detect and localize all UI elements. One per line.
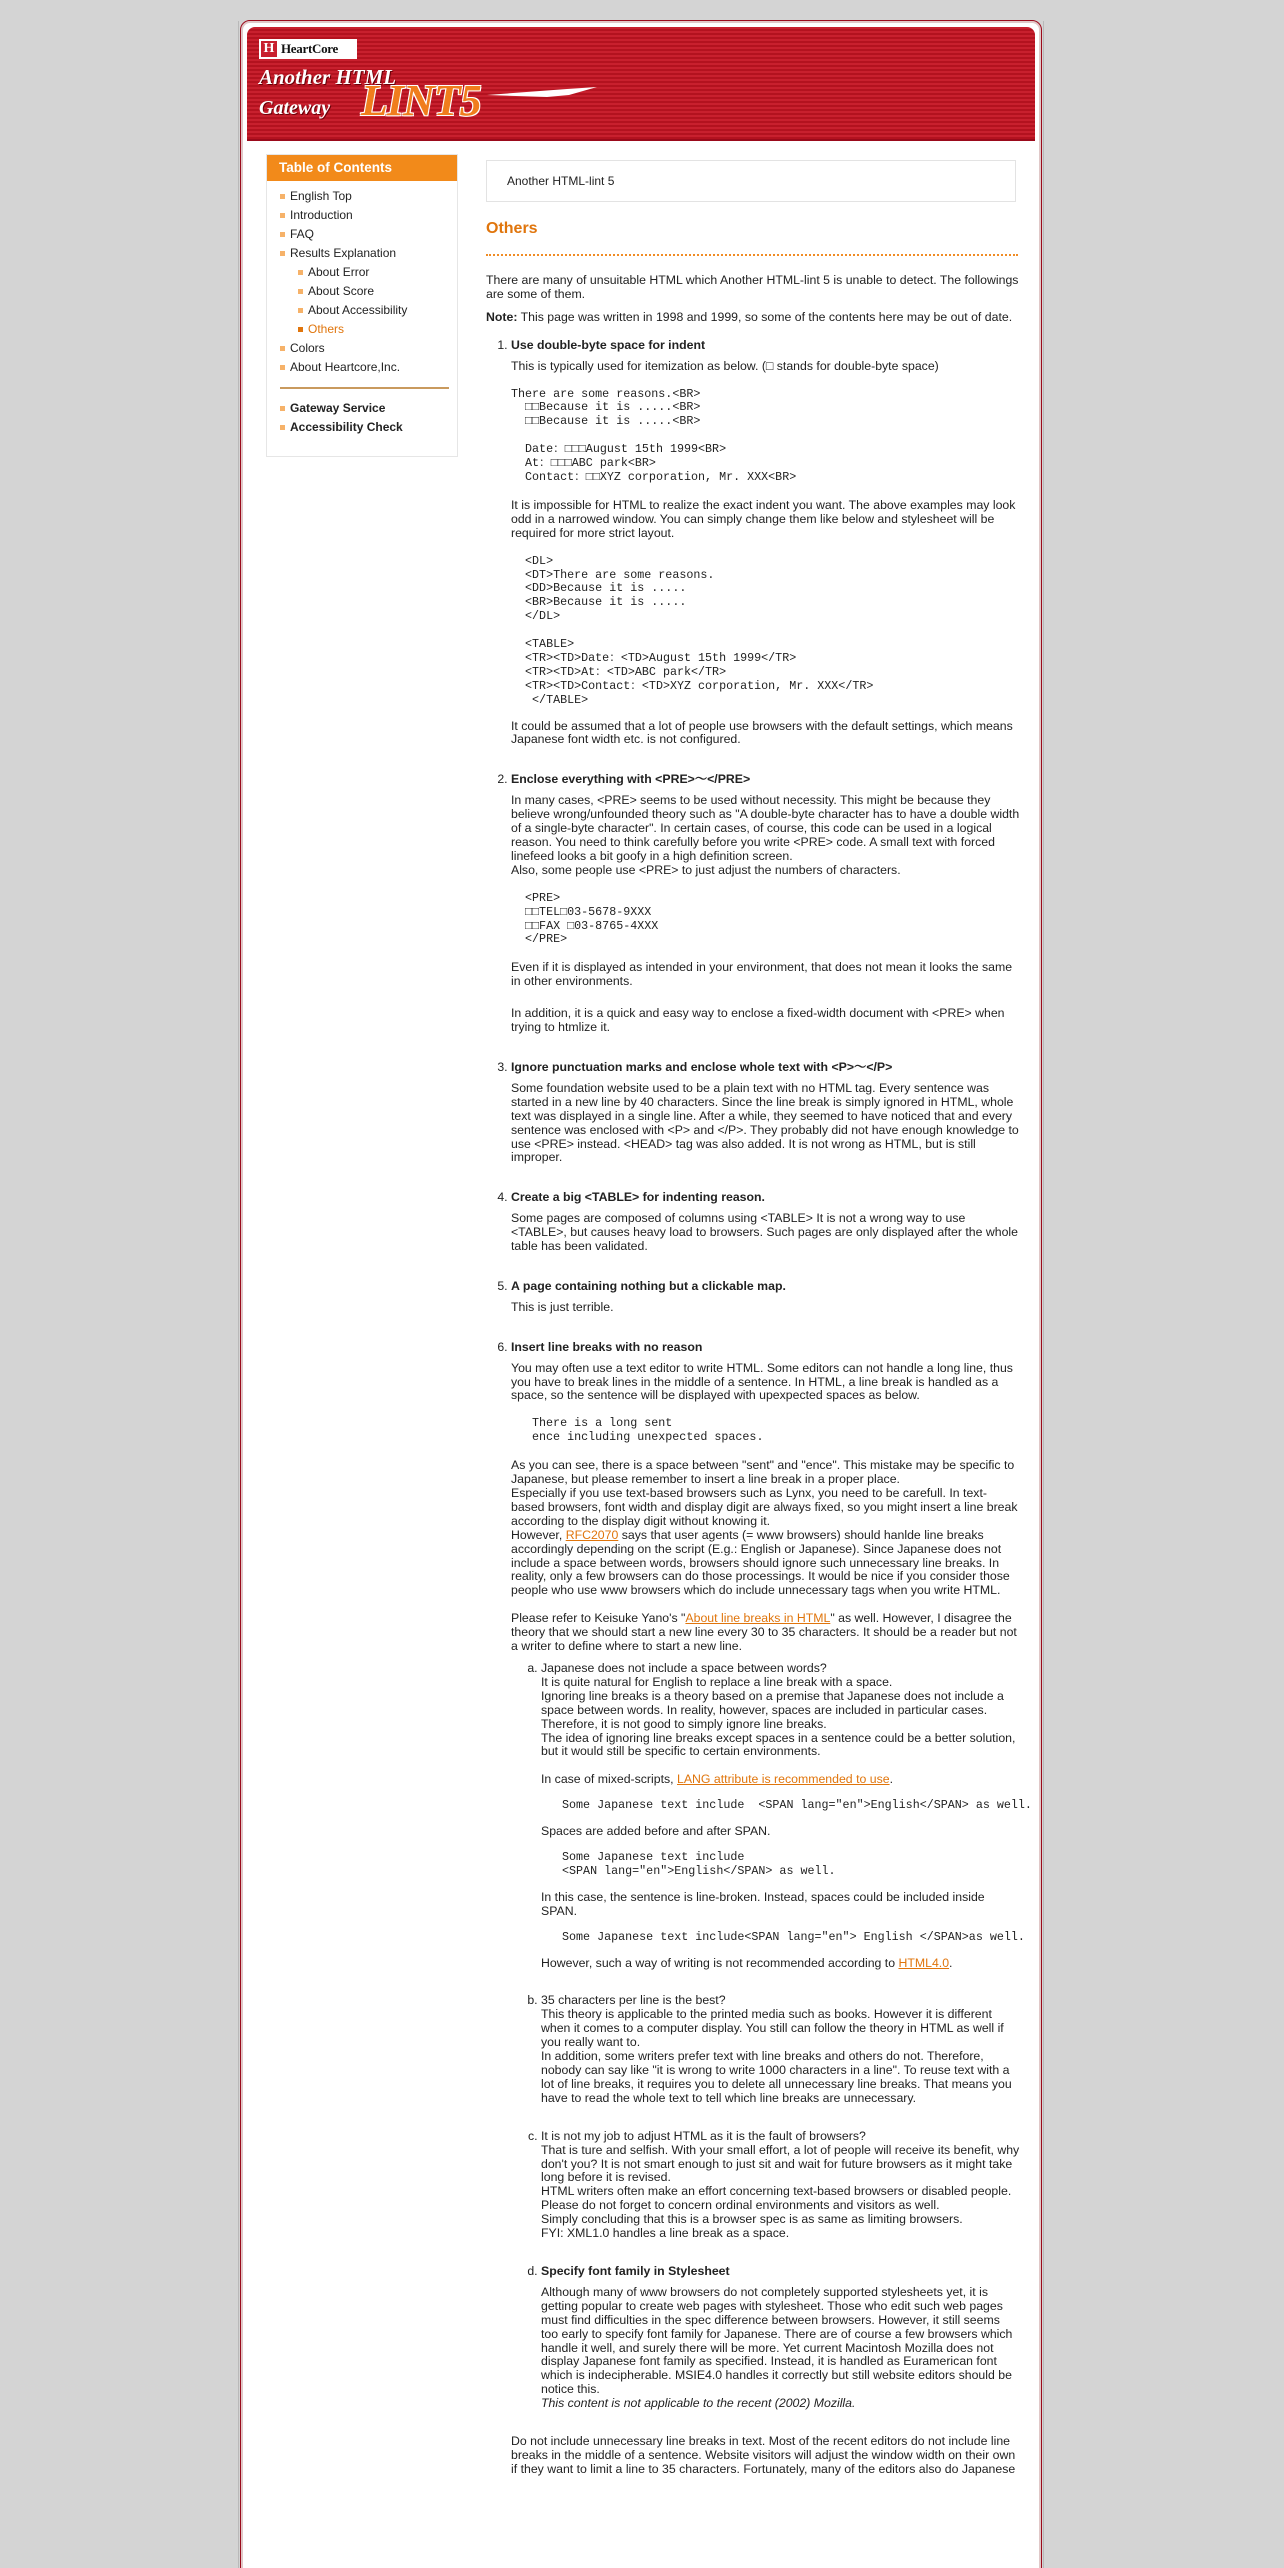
sub-item-text: In case of mixed-scripts, LANG attribute is recommended to use. [541, 1772, 893, 1787]
item-text: It could be assumed that a lot of people use browsers with the default settings, which means Japanese font width etc. is not configured. [511, 718, 1013, 747]
sub-item-text: Although many of www browsers do not completely supported stylesheets yet, it is getting popular to create web pages with stylesheet. Those who edit such web pages must find difficulties in the spec difference between browsers. However, it still seems too early to specify font family for Japanese. There are of course a few browsers which handle it well, and surely there will be more. Yet current Macintosh Mozilla does not display Japanese font family as specified. Instead, it is handled as Euramerican font which is indecipherable. MSIE4.0 handles it correctly but still website editors should be notice this. [541, 2284, 1013, 2397]
banner-title-line2: Gateway [259, 97, 331, 119]
html40-link[interactable]: HTML4.0 [898, 1955, 950, 1970]
item-text: Also, some people use <PRE> to just adjust the numbers of characters. [511, 862, 901, 877]
item-title: 6. Insert line breaks with no reason [511, 1339, 703, 1354]
sub-item-text: It is quite natural for English to replace a line break with a space. [541, 1674, 893, 1689]
sub-item-text: Spaces are added before and after SPAN. [541, 1824, 771, 1839]
note-label: Note: [486, 309, 518, 324]
item-text: Some pages are composed of columns using <TABLE> It is not a wrong way to use <TABLE>, but causes heavy load to browsers. Such pages are only displayed after the whole table has been validated. [511, 1211, 1018, 1254]
item-text: Some foundation website used to be a plain text with no HTML tag. Every sentence was started in a new line by 40 characters. Since the line break is simply ignored in HTML, whole text was displayed in a single line. After a while, they seemed to have noticed that and every sentence was enclosed with <P> and </P>. They probably did not have enough knowledge to use <PRE> instead. <HEAD> tag was also added. It is not wrong as HTML, but is still improper. [511, 1080, 1019, 1165]
toc-item-about-heartcore[interactable]: About Heartcore,Inc. [267, 358, 457, 377]
sub-item-text: Ignoring line breaks is a theory based on a premise that Japanese does not include a space between words. In reality, however, spaces are included in particular cases. Therefore, it is not good to simply ignore line breaks. [541, 1688, 1004, 1731]
sub-item-text: In this case, the sentence is line-broken. Instead, spaces could be included inside SPAN. [541, 1889, 985, 1918]
main-content [486, 273, 1032, 2477]
list-item [511, 1280, 1020, 1315]
rfc2070-link[interactable]: RFC2070 [565, 1527, 619, 1542]
item-text: You may often use a text editor to write HTML. Some editors can not handle a long line, thus you have to break lines in the middle of a sentence. In HTML, a line break is handled as a space, so the sentence will be displayed with upexpected spaces as below. [511, 1360, 1013, 1403]
toc-subitem-others[interactable]: Others [287, 320, 457, 339]
site-banner [247, 27, 1035, 139]
list-item [511, 339, 1020, 748]
banner-lint5-logo: LINT5 [361, 76, 481, 125]
item-text: Please refer to Keisuke Yano's "About line breaks in HTML" as well. However, I disagree the theory that we should start a new line every 30 to 35 characters. It should be a reader but not a writer to define where to start a new line. [511, 1611, 1017, 1654]
item-title: 1. Use double-byte space for indent [511, 337, 706, 352]
item-text: As you can see, there is a space between "sent" and "ence". This mistake may be specific to Japanese, but please remember to insert a line break in a proper place. [511, 1458, 1015, 1487]
toc-divider [280, 387, 449, 389]
banner-title-line1: Another HTML [259, 65, 397, 89]
code-example: There are some reasons.<BR> □□Because it is .....<BR> □□Because it is .....<BR> Date：□□□August 15th 1999<BR> At：□□□ABC park<BR> Contact：□□XYZ corporation, Mr. XXX<BR> [511, 386, 797, 484]
item-title: 3. Ignore punctuation marks and enclose whole text with <P>～</P> [511, 1059, 893, 1074]
item-text: In addition, it is a quick and easy way to enclose a fixed-width document with <PRE> when trying to htmlize it. [511, 1006, 1005, 1035]
list-item [511, 1191, 1020, 1254]
sub-item-text: HTML writers often make an effort concerning text-based browsers or disabled people. Please do not forget to concern ordinal environments and visitors as well. [541, 2184, 1012, 2213]
code-example: <PRE> □□TEL□03-5678-9XXX □□FAX □03-8765-4XXX </PRE> [525, 890, 659, 947]
sub-list-item [541, 1994, 1020, 2105]
breadcrumb: Another HTML-lint 5 [486, 160, 1016, 202]
sub-item-title: a. Japanese does not include a space between words? [541, 1660, 827, 1675]
line-breaks-article-link[interactable]: About line breaks in HTML [685, 1611, 831, 1626]
code-example: There is a long sent ence including unexpected spaces. [532, 1416, 764, 1445]
sub-list-item [541, 2265, 1020, 2411]
sub-item-text: The idea of ignoring line breaks except spaces in a sentence could be a better solution, but it would still be specific to certain environments. [541, 1730, 1016, 1759]
toc-item-faq[interactable]: FAQ [267, 225, 457, 244]
toc-item-gateway-service[interactable]: Gateway Service [267, 399, 457, 418]
table-of-contents [266, 154, 458, 457]
others-list [486, 337, 1032, 2477]
sub-item-text: In addition, some writers prefer text with line breaks and others do not. Therefore, nobody can say like "it is wrong to write 1000 characters in a line". To reuse text with a lot of line breaks, it requires you to delete all unnecessary line breaks. That means you have to read the whole text to tell which line breaks are unnecessary. [541, 2049, 1012, 2105]
toc-item-accessibility-check[interactable]: Accessibility Check [267, 418, 457, 437]
code-example: <DL> <DT>There are some reasons. <DD>Because it is ..... <BR>Because it is ..... </DL> <TABLE> <TR><TD>Date：<TD>August 15th 1999</TR> <TR><TD>At：<TD>ABC park</TR> <TR><TD>Contact：<TD>XYZ corporation, Mr. XXX</TR> </TABLE> [525, 553, 874, 707]
sub-item-text: However, such a way of writing is not recommended according to HTML4.0. [541, 1955, 953, 1970]
sub-item-title: b. 35 characters per line is the best? [541, 1993, 726, 2008]
title-divider [486, 254, 1018, 256]
item-text: It is impossible for HTML to realize the exact indent you want. The above examples may look odd in a narrowed window. You can simply change them like below and stylesheet will be required for more strict layout. [511, 497, 1016, 540]
list-item [511, 773, 1020, 1035]
intro-text: There are many of unsuitable HTML which Another HTML-lint 5 is unable to detect. The followings are some of them. [486, 273, 1019, 301]
item-title: 2. Enclose everything with <PRE>～</PRE> [511, 772, 751, 787]
item-text: This is typically used for itemization as below. (□ stands for double-byte space) [511, 358, 939, 373]
sub-item-text: That is ture and selfish. With your small effort, a lot of people will receive its benefit, why don't you? It is not smart enough to just sit and wait for future browsers as it might take long before it is revised. [541, 2142, 1020, 2185]
toc-item-english-top[interactable]: English Top [267, 187, 457, 206]
list-item [511, 1061, 1020, 1165]
item-text: Even if it is displayed as intended in your environment, that does not mean it looks the same in other environments. [511, 960, 1013, 989]
page-title: Others [486, 220, 538, 237]
item-text: Do not include unnecessary line breaks in text. Most of the recent editors do not include line breaks in the middle of a sentence. Website visitors will adjust the window width on their own if they want to limit a line to 35 characters. Fortunately, many of the editors also do Japanese [511, 2434, 1016, 2476]
code-example: Some Japanese text include <SPAN lang="en">English</SPAN> as well. [562, 1850, 836, 1878]
item-title: 5. A page containing nothing but a clickable map. [511, 1278, 786, 1293]
toc-subitem-about-error[interactable]: About Error [287, 263, 457, 282]
item-text: In many cases, <PRE> seems to be used without necessity. This might be because they believe wrong/unfounded theory such as "A double-byte character has to have a double width of a single-byte character". In certain cases, of course, this code can be used in a logical reason. You need to think carefully before you write <PRE> code. A small text with forced linefeed looks a bit goofy in a high definition screen. [511, 793, 1020, 863]
toc-item-introduction[interactable]: Introduction [267, 206, 457, 225]
code-example: Some Japanese text include <SPAN lang="en">English</SPAN> as well. [555, 1798, 1032, 1813]
list-item [511, 1339, 1032, 2477]
code-example: Some Japanese text include<SPAN lang="en"> English </SPAN>as well. [555, 1929, 1025, 1944]
item-text: This is just terrible. [511, 1299, 614, 1314]
toc-subitem-about-score[interactable]: About Score [287, 282, 457, 301]
sub-item-title: c. It is not my job to adjust HTML as it is the fault of browsers? [541, 2128, 866, 2143]
item-title: 4. Create a big <TABLE> for indenting reason. [511, 1190, 765, 1205]
sub-list-item [541, 2130, 1020, 2241]
lang-attribute-link[interactable]: LANG attribute is recommended to use [677, 1772, 890, 1787]
sub-item-title: d. Specify font family in Stylesheet [541, 2263, 730, 2278]
banner-divider [247, 139, 1035, 153]
sub-list [511, 1660, 1032, 2411]
sub-item-text: FYI: XML1.0 handles a line break as a space. [541, 2226, 790, 2241]
note-paragraph [486, 311, 1020, 325]
heartcore-logo[interactable] [259, 39, 357, 59]
sub-item-text: This theory is applicable to the printed media such as books. However it is different when it comes to a computer display. You still can follow the theory in HTML as well if you really want to. [541, 2007, 1004, 2050]
note-text: This page was written in 1998 and 1999, so some of the contents here may be out of date. [517, 309, 1013, 324]
sub-item-text: This content is not applicable to the recent (2002) Mozilla. [541, 2396, 856, 2411]
toc-subitem-about-accessibility[interactable]: About Accessibility [287, 301, 457, 320]
sub-list-item [541, 1660, 1032, 1971]
sub-item-text: Simply concluding that this is a browser spec is as same as limiting browsers. [541, 2212, 963, 2227]
toc-item-results-explanation[interactable]: Results Explanation [267, 244, 457, 263]
heartcore-logo-text: HeartCore [281, 41, 338, 56]
heartcore-logo-mark: H [261, 41, 277, 57]
banner-swoosh-icon [487, 83, 597, 103]
toc-title: Table of Contents [267, 155, 457, 181]
item-text: Especially if you use text-based browsers such as Lynx, you need to be carefull. In text-based browsers, font width and display digit are always fixed, so you might insert a line break according to the display digit without knowing it. [511, 1486, 1018, 1528]
item-text: However, RFC2070 says that user agents (= www browsers) should hanlde line breaks accordingly depending on the script (E.g.: English or Japanese). Since Japanese does not include a space between words, browsers should ignore such unnecessary line breaks. In reality, only a few browsers can do those processings. It would be nice if you consider those people who use www browsers which do include unnecessary tags when you write HTML. [511, 1527, 1010, 1598]
toc-item-colors[interactable]: Colors [267, 339, 457, 358]
